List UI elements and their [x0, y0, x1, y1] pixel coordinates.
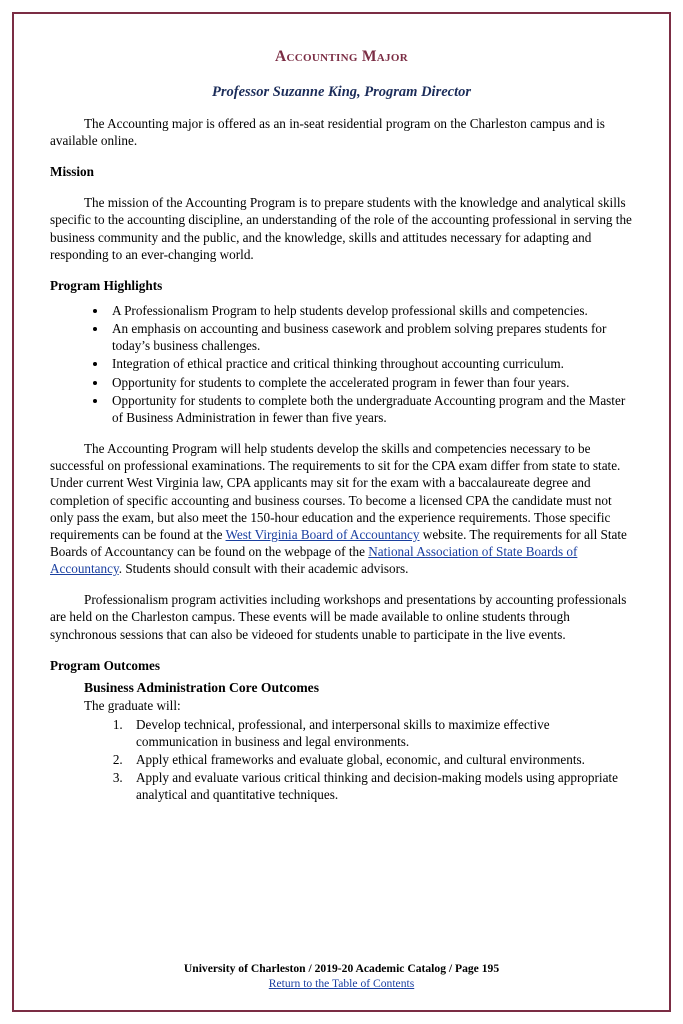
program-director: Professor Suzanne King, Program Director	[211, 84, 472, 100]
footer-catalog-line: University of Charleston / 2019-20 Academic Catalog / Page 195	[183, 962, 500, 975]
link-nasba[interactable]: National Association of State Boards of Accountancy	[50, 543, 578, 577]
footer-link-wrapper	[12, 977, 671, 990]
list-item: 3. Apply and evaluate various critical thinking and decision-making models using appropriate analytical and quantitative techniques.	[126, 769, 633, 803]
cpa-text-part-3: . Students should consult with their academic advisors.	[118, 561, 409, 577]
list-item: • Opportunity for students to complete the accelerated program in fewer than four years.	[108, 374, 633, 391]
professionalism-paragraph: Professionalism program activities including workshops and presentations by accounting professionals are held on the Charleston campus. These events will be made available to online students through synchronous sessions that can also be videoed for students unable to participate in the live events.	[50, 592, 627, 642]
page-footer	[12, 962, 671, 990]
program-outcomes-list	[50, 716, 633, 804]
cpa-paragraph	[50, 440, 633, 577]
link-return-to-table-of-contents[interactable]: Return to the Table of Contents	[268, 977, 415, 990]
program-highlights-list	[50, 302, 633, 426]
list-item: • Integration of ethical practice and critical thinking throughout accounting curriculum.	[108, 355, 633, 372]
list-item: • An emphasis on accounting and business casework and problem solving prepares students for today’s business challenges.	[108, 320, 633, 354]
list-item: 1. Develop technical, professional, and interpersonal skills to maximize effective communication in business and legal environments.	[126, 716, 633, 750]
list-item: 2. Apply ethical frameworks and evaluate global, economic, and cultural environments.	[126, 751, 633, 768]
list-item: • A Professionalism Program to help students develop professional skills and competencies.	[108, 302, 633, 319]
cpa-text-part-1: The Accounting Program will help students develop the skills and competencies necessary to be successful on professional examinations. The requirements to sit for the CPA exam differ from state to state. Under current West Virginia law, CPA applicants may sit for the exam with a baccalaureate degree and completion of specific accounting and business courses. To become a licensed CPA the candidate must not only pass the exam, but also meet the 150-hour education and the experience requirements. Those specific requirements can be found at the	[50, 441, 621, 542]
section-heading-program-outcomes: Program Outcomes	[50, 657, 160, 673]
page-content	[12, 12, 671, 1012]
subheading-core-outcomes: Business Administration Core Outcomes	[84, 679, 320, 695]
section-heading-program-highlights: Program Highlights	[50, 277, 163, 293]
section-heading-mission: Mission	[50, 164, 94, 180]
link-wv-board-of-accountancy[interactable]: West Virginia Board of Accountancy	[225, 526, 420, 542]
mission-paragraph: The mission of the Accounting Program is to prepare students with the knowledge and analytical skills specific to the accounting discipline, an understanding of the role of the accounting professional in serving the business community and the public, and the knowledge, skills and attitudes necessary for adapting and responding to an ever-changing world.	[50, 195, 632, 262]
list-item: • Opportunity for students to complete both the undergraduate Accounting program and the Master of Business Administration in fewer than five years.	[108, 392, 633, 426]
intro-paragraph: The Accounting major is offered as an in-seat residential program on the Charleston campus and is available online.	[50, 116, 605, 149]
cpa-text-part-2: website. The requirements for all State Boards of Accountancy can be found on the webpage of the	[50, 526, 627, 559]
page-title: Accounting Major	[275, 48, 408, 65]
outcomes-lead-in: The graduate will:	[84, 697, 181, 713]
